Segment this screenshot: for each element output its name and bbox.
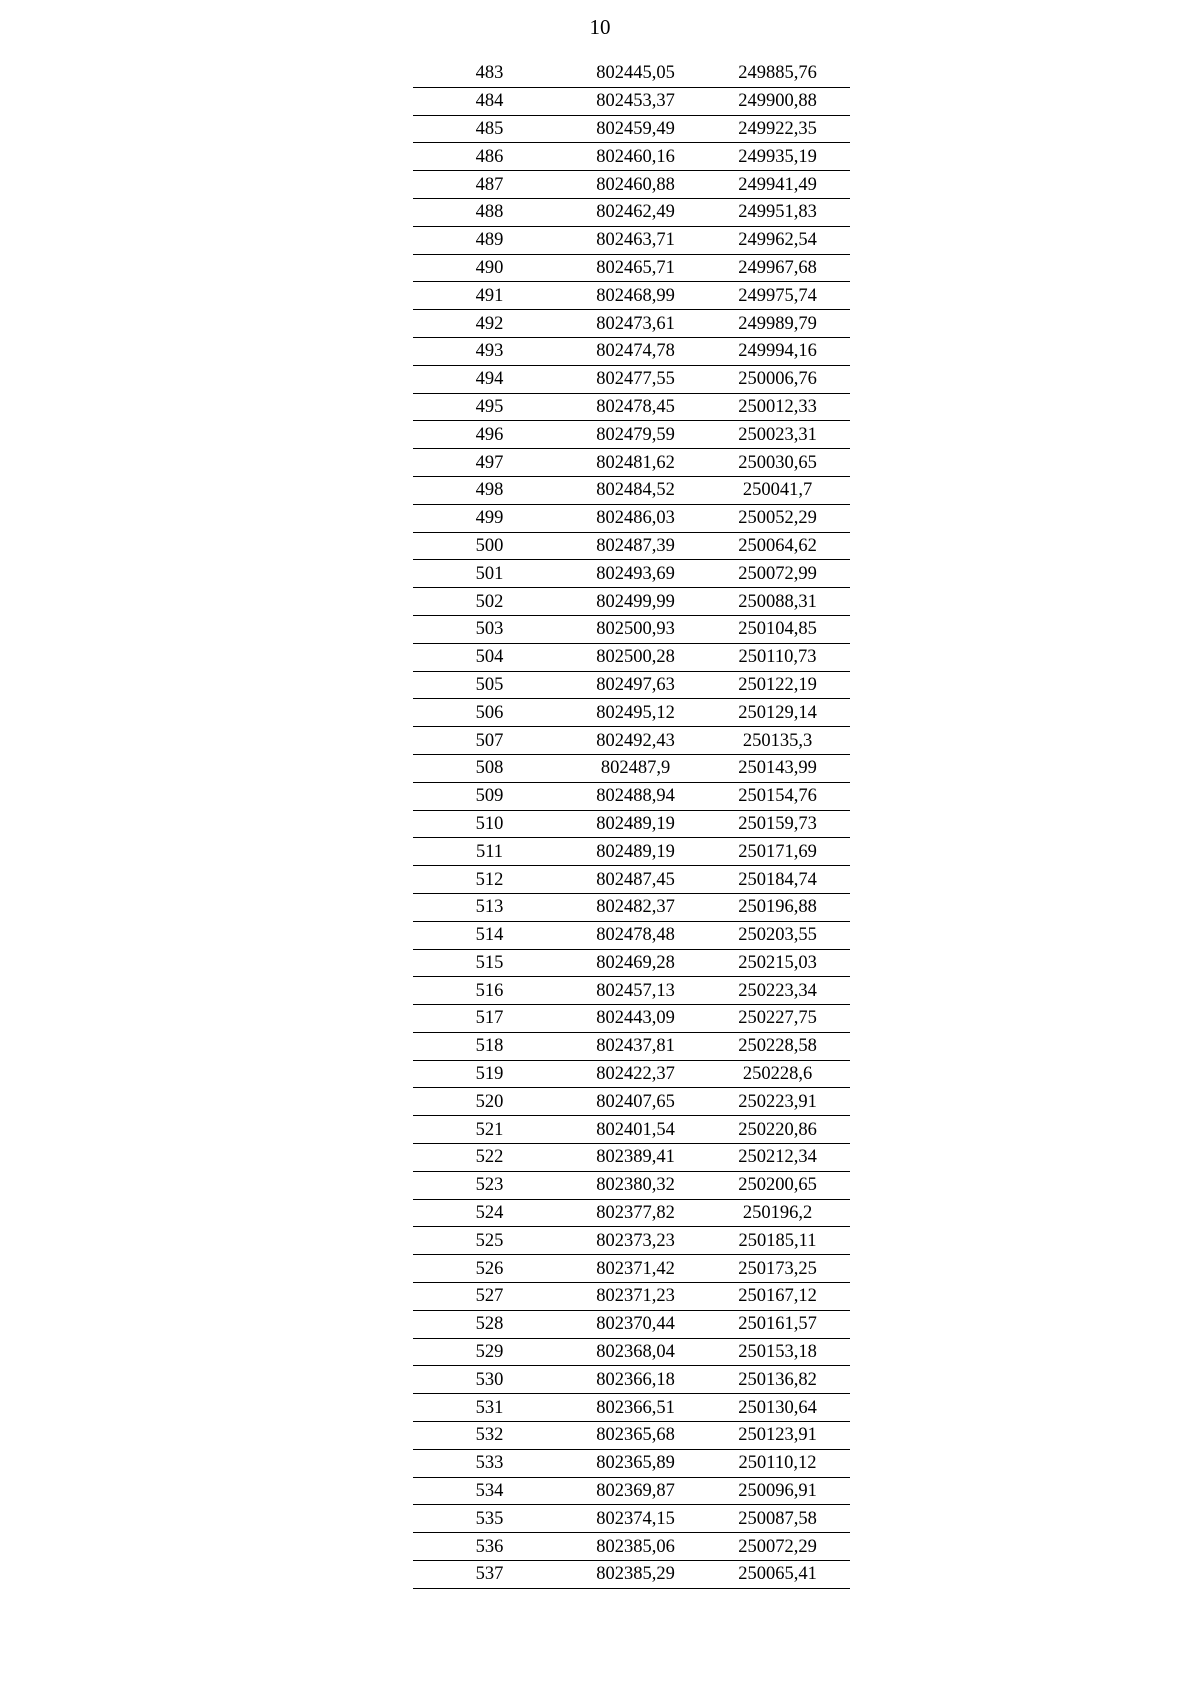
x-coordinate-cell: 802385,06: [566, 1533, 705, 1561]
x-coordinate-cell: 802481,62: [566, 449, 705, 477]
y-coordinate-cell: 250123,91: [705, 1422, 850, 1450]
point-number-cell: 527: [413, 1283, 566, 1311]
table-row: [413, 671, 850, 699]
y-coordinate-cell: 250184,74: [705, 866, 850, 894]
point-number-cell: 492: [413, 310, 566, 338]
point-number-cell: 486: [413, 143, 566, 171]
table-row: [413, 504, 850, 532]
y-coordinate-cell: 250212,34: [705, 1144, 850, 1172]
y-coordinate-cell: 250228,58: [705, 1032, 850, 1060]
point-number-cell: 483: [413, 60, 566, 87]
point-number-cell: 535: [413, 1505, 566, 1533]
x-coordinate-cell: 802473,61: [566, 310, 705, 338]
table-row: [413, 1477, 850, 1505]
table-row: [413, 60, 850, 87]
table-row: [413, 87, 850, 115]
point-number-cell: 515: [413, 949, 566, 977]
y-coordinate-cell: 249935,19: [705, 143, 850, 171]
point-number-cell: 509: [413, 782, 566, 810]
table-row: [413, 337, 850, 365]
point-number-cell: 497: [413, 449, 566, 477]
x-coordinate-cell: 802474,78: [566, 337, 705, 365]
x-coordinate-cell: 802401,54: [566, 1116, 705, 1144]
x-coordinate-cell: 802497,63: [566, 671, 705, 699]
x-coordinate-cell: 802479,59: [566, 421, 705, 449]
x-coordinate-cell: 802492,43: [566, 727, 705, 755]
x-coordinate-cell: 802371,23: [566, 1283, 705, 1311]
y-coordinate-cell: 250006,76: [705, 365, 850, 393]
y-coordinate-cell: 249975,74: [705, 282, 850, 310]
x-coordinate-cell: 802407,65: [566, 1088, 705, 1116]
y-coordinate-cell: 250130,64: [705, 1394, 850, 1422]
point-number-cell: 517: [413, 1005, 566, 1033]
y-coordinate-cell: 250153,18: [705, 1338, 850, 1366]
x-coordinate-cell: 802478,45: [566, 393, 705, 421]
x-coordinate-cell: 802495,12: [566, 699, 705, 727]
point-number-cell: 500: [413, 532, 566, 560]
y-coordinate-cell: 250223,34: [705, 977, 850, 1005]
x-coordinate-cell: 802422,37: [566, 1060, 705, 1088]
x-coordinate-cell: 802469,28: [566, 949, 705, 977]
table-row: [413, 365, 850, 393]
x-coordinate-cell: 802368,04: [566, 1338, 705, 1366]
x-coordinate-cell: 802437,81: [566, 1032, 705, 1060]
table-row: [413, 754, 850, 782]
y-coordinate-cell: 249900,88: [705, 87, 850, 115]
x-coordinate-cell: 802487,39: [566, 532, 705, 560]
point-number-cell: 523: [413, 1171, 566, 1199]
x-coordinate-cell: 802493,69: [566, 560, 705, 588]
table-row: [413, 1171, 850, 1199]
table-row: [413, 310, 850, 338]
x-coordinate-cell: 802478,48: [566, 921, 705, 949]
table-row: [413, 1088, 850, 1116]
coordinates-table-body: [413, 60, 850, 1588]
x-coordinate-cell: 802443,09: [566, 1005, 705, 1033]
x-coordinate-cell: 802487,45: [566, 866, 705, 894]
table-row: [413, 727, 850, 755]
y-coordinate-cell: 249994,16: [705, 337, 850, 365]
table-row: [413, 1283, 850, 1311]
y-coordinate-cell: 250143,99: [705, 754, 850, 782]
table-row: [413, 643, 850, 671]
point-number-cell: 504: [413, 643, 566, 671]
point-number-cell: 513: [413, 893, 566, 921]
table-row: [413, 560, 850, 588]
table-row: [413, 143, 850, 171]
x-coordinate-cell: 802463,71: [566, 226, 705, 254]
x-coordinate-cell: 802499,99: [566, 588, 705, 616]
y-coordinate-cell: 250223,91: [705, 1088, 850, 1116]
x-coordinate-cell: 802462,49: [566, 198, 705, 226]
x-coordinate-cell: 802385,29: [566, 1561, 705, 1589]
x-coordinate-cell: 802365,89: [566, 1449, 705, 1477]
x-coordinate-cell: 802371,42: [566, 1255, 705, 1283]
table-row: [413, 921, 850, 949]
table-row: [413, 282, 850, 310]
table-row: [413, 476, 850, 504]
table-row: [413, 171, 850, 199]
point-number-cell: 537: [413, 1561, 566, 1589]
x-coordinate-cell: 802459,49: [566, 115, 705, 143]
point-number-cell: 526: [413, 1255, 566, 1283]
point-number-cell: 507: [413, 727, 566, 755]
point-number-cell: 512: [413, 866, 566, 894]
y-coordinate-cell: 250167,12: [705, 1283, 850, 1311]
table-row: [413, 615, 850, 643]
point-number-cell: 531: [413, 1394, 566, 1422]
table-row: [413, 115, 850, 143]
y-coordinate-cell: 250041,7: [705, 476, 850, 504]
table-row: [413, 866, 850, 894]
x-coordinate-cell: 802465,71: [566, 254, 705, 282]
y-coordinate-cell: 249951,83: [705, 198, 850, 226]
y-coordinate-cell: 250135,3: [705, 727, 850, 755]
point-number-cell: 514: [413, 921, 566, 949]
point-number-cell: 484: [413, 87, 566, 115]
x-coordinate-cell: 802484,52: [566, 476, 705, 504]
x-coordinate-cell: 802488,94: [566, 782, 705, 810]
point-number-cell: 506: [413, 699, 566, 727]
point-number-cell: 521: [413, 1116, 566, 1144]
y-coordinate-cell: 250171,69: [705, 838, 850, 866]
table-row: [413, 393, 850, 421]
x-coordinate-cell: 802370,44: [566, 1310, 705, 1338]
table-row: [413, 977, 850, 1005]
point-number-cell: 502: [413, 588, 566, 616]
point-number-cell: 530: [413, 1366, 566, 1394]
y-coordinate-cell: 249941,49: [705, 171, 850, 199]
table-row: [413, 1060, 850, 1088]
x-coordinate-cell: 802445,05: [566, 60, 705, 87]
x-coordinate-cell: 802489,19: [566, 810, 705, 838]
x-coordinate-cell: 802380,32: [566, 1171, 705, 1199]
x-coordinate-cell: 802482,37: [566, 893, 705, 921]
x-coordinate-cell: 802468,99: [566, 282, 705, 310]
x-coordinate-cell: 802366,51: [566, 1394, 705, 1422]
y-coordinate-cell: 249989,79: [705, 310, 850, 338]
y-coordinate-cell: 250200,65: [705, 1171, 850, 1199]
point-number-cell: 493: [413, 337, 566, 365]
table-row: [413, 1005, 850, 1033]
y-coordinate-cell: 250215,03: [705, 949, 850, 977]
point-number-cell: 529: [413, 1338, 566, 1366]
table-row: [413, 838, 850, 866]
point-number-cell: 510: [413, 810, 566, 838]
point-number-cell: 534: [413, 1477, 566, 1505]
point-number-cell: 495: [413, 393, 566, 421]
point-number-cell: 485: [413, 115, 566, 143]
y-coordinate-cell: 250104,85: [705, 615, 850, 643]
x-coordinate-cell: 802365,68: [566, 1422, 705, 1450]
x-coordinate-cell: 802457,13: [566, 977, 705, 1005]
y-coordinate-cell: 250173,25: [705, 1255, 850, 1283]
table-row: [413, 1505, 850, 1533]
x-coordinate-cell: 802373,23: [566, 1227, 705, 1255]
y-coordinate-cell: 250203,55: [705, 921, 850, 949]
y-coordinate-cell: 250220,86: [705, 1116, 850, 1144]
table-row: [413, 421, 850, 449]
x-coordinate-cell: 802369,87: [566, 1477, 705, 1505]
table-row: [413, 949, 850, 977]
x-coordinate-cell: 802487,9: [566, 754, 705, 782]
y-coordinate-cell: 250030,65: [705, 449, 850, 477]
table-row: [413, 1144, 850, 1172]
page-number: 10: [589, 15, 611, 39]
y-coordinate-cell: 250088,31: [705, 588, 850, 616]
y-coordinate-cell: 249922,35: [705, 115, 850, 143]
point-number-cell: 511: [413, 838, 566, 866]
table-row: [413, 226, 850, 254]
y-coordinate-cell: 250087,58: [705, 1505, 850, 1533]
table-row: [413, 1032, 850, 1060]
y-coordinate-cell: 250110,73: [705, 643, 850, 671]
y-coordinate-cell: 249962,54: [705, 226, 850, 254]
y-coordinate-cell: 250052,29: [705, 504, 850, 532]
point-number-cell: 487: [413, 171, 566, 199]
x-coordinate-cell: 802477,55: [566, 365, 705, 393]
table-row: [413, 1338, 850, 1366]
x-coordinate-cell: 802389,41: [566, 1144, 705, 1172]
y-coordinate-cell: 250196,2: [705, 1199, 850, 1227]
x-coordinate-cell: 802460,88: [566, 171, 705, 199]
x-coordinate-cell: 802500,93: [566, 615, 705, 643]
x-coordinate-cell: 802453,37: [566, 87, 705, 115]
point-number-cell: 490: [413, 254, 566, 282]
table-row: [413, 198, 850, 226]
table-row: [413, 810, 850, 838]
x-coordinate-cell: 802500,28: [566, 643, 705, 671]
table-row: [413, 1199, 850, 1227]
point-number-cell: 499: [413, 504, 566, 532]
point-number-cell: 491: [413, 282, 566, 310]
table-row: [413, 1394, 850, 1422]
y-coordinate-cell: 250012,33: [705, 393, 850, 421]
point-number-cell: 508: [413, 754, 566, 782]
y-coordinate-cell: 250185,11: [705, 1227, 850, 1255]
coordinates-table: [413, 60, 850, 1589]
y-coordinate-cell: 249885,76: [705, 60, 850, 87]
table-row: [413, 1255, 850, 1283]
y-coordinate-cell: 250110,12: [705, 1449, 850, 1477]
y-coordinate-cell: 250129,14: [705, 699, 850, 727]
y-coordinate-cell: 250228,6: [705, 1060, 850, 1088]
point-number-cell: 522: [413, 1144, 566, 1172]
y-coordinate-cell: 250122,19: [705, 671, 850, 699]
y-coordinate-cell: 250159,73: [705, 810, 850, 838]
y-coordinate-cell: 250023,31: [705, 421, 850, 449]
point-number-cell: 532: [413, 1422, 566, 1450]
table-row: [413, 1116, 850, 1144]
table-row: [413, 1533, 850, 1561]
table-row: [413, 782, 850, 810]
table-row: [413, 1366, 850, 1394]
table-row: [413, 532, 850, 560]
y-coordinate-cell: 250096,91: [705, 1477, 850, 1505]
x-coordinate-cell: 802374,15: [566, 1505, 705, 1533]
point-number-cell: 525: [413, 1227, 566, 1255]
x-coordinate-cell: 802486,03: [566, 504, 705, 532]
x-coordinate-cell: 802366,18: [566, 1366, 705, 1394]
y-coordinate-cell: 250065,41: [705, 1561, 850, 1589]
y-coordinate-cell: 250136,82: [705, 1366, 850, 1394]
point-number-cell: 533: [413, 1449, 566, 1477]
point-number-cell: 528: [413, 1310, 566, 1338]
table-row: [413, 449, 850, 477]
point-number-cell: 488: [413, 198, 566, 226]
point-number-cell: 520: [413, 1088, 566, 1116]
point-number-cell: 494: [413, 365, 566, 393]
point-number-cell: 505: [413, 671, 566, 699]
y-coordinate-cell: 249967,68: [705, 254, 850, 282]
y-coordinate-cell: 250072,99: [705, 560, 850, 588]
table-row: [413, 1561, 850, 1589]
y-coordinate-cell: 250196,88: [705, 893, 850, 921]
y-coordinate-cell: 250227,75: [705, 1005, 850, 1033]
point-number-cell: 518: [413, 1032, 566, 1060]
table-row: [413, 1422, 850, 1450]
y-coordinate-cell: 250161,57: [705, 1310, 850, 1338]
point-number-cell: 496: [413, 421, 566, 449]
point-number-cell: 536: [413, 1533, 566, 1561]
point-number-cell: 524: [413, 1199, 566, 1227]
point-number-cell: 501: [413, 560, 566, 588]
table-row: [413, 1310, 850, 1338]
y-coordinate-cell: 250072,29: [705, 1533, 850, 1561]
x-coordinate-cell: 802460,16: [566, 143, 705, 171]
y-coordinate-cell: 250064,62: [705, 532, 850, 560]
point-number-cell: 503: [413, 615, 566, 643]
x-coordinate-cell: 802377,82: [566, 1199, 705, 1227]
table-row: [413, 699, 850, 727]
table-row: [413, 588, 850, 616]
table-row: [413, 893, 850, 921]
x-coordinate-cell: 802489,19: [566, 838, 705, 866]
y-coordinate-cell: 250154,76: [705, 782, 850, 810]
point-number-cell: 519: [413, 1060, 566, 1088]
point-number-cell: 516: [413, 977, 566, 1005]
table-row: [413, 254, 850, 282]
table-row: [413, 1449, 850, 1477]
table-row: [413, 1227, 850, 1255]
point-number-cell: 498: [413, 476, 566, 504]
point-number-cell: 489: [413, 226, 566, 254]
